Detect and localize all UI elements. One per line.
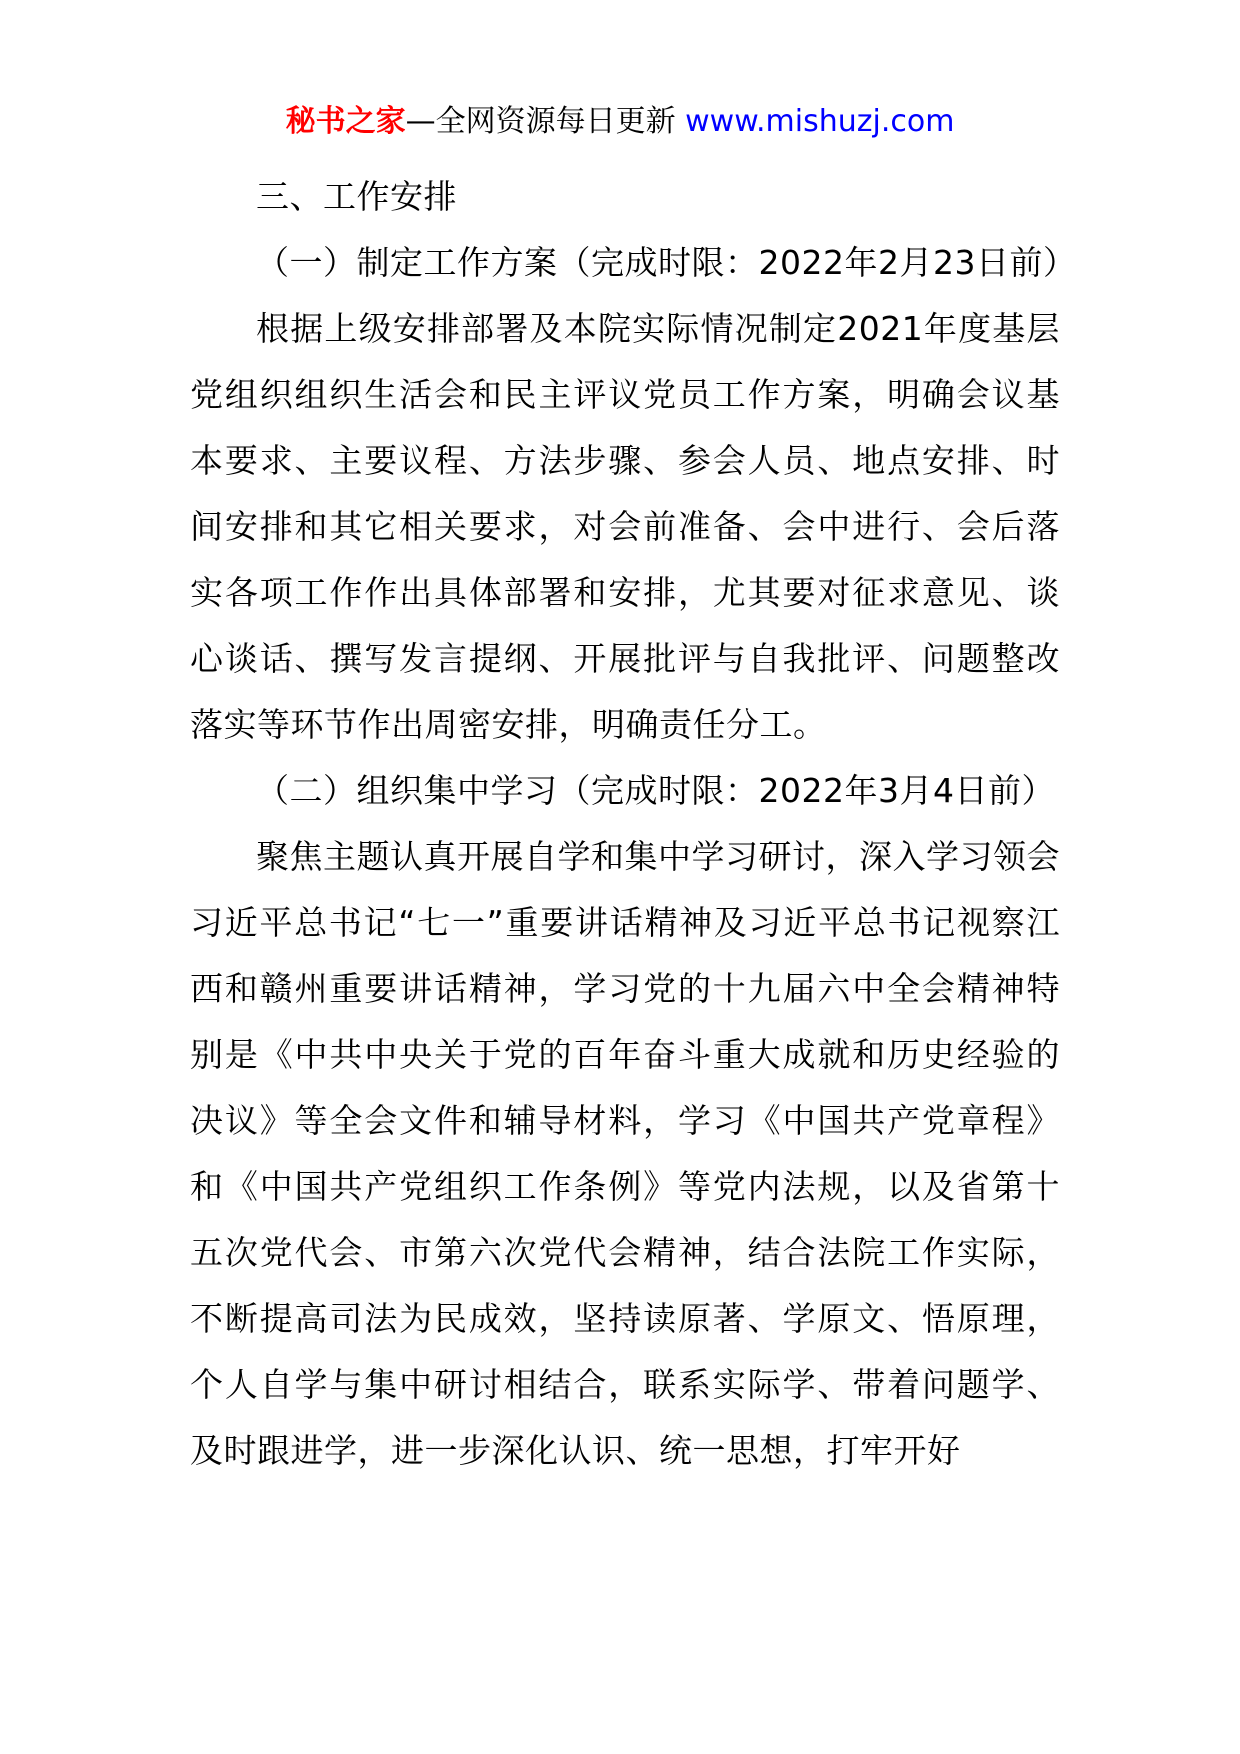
brand-name: 秘书之家 <box>285 104 406 139</box>
body-paragraph-2: 聚焦主题认真开展自学和集中学习研讨，深入学习领会习近平总书记“七一”重要讲话精神及习近平总书记视察江西和赣州重要讲话精神，学习党的十九届六中全会精神特别是《中共中央关于党的百年奋斗重大成就和历史经验的决议》等全会文件和辅导材料，学习《中国共产党章程》和《中国共产党组织工作条例》等党内法规，以及省第十五次党代会、市第六次党代会精神，结合法院工作实际，不断提高司法为民成效，坚持读原著、学原文、悟原理，个人自学与集中研讨相结合，联系实际学、带着问题学、及时跟进学，进一步深化认识、统一思想，打牢开好 <box>190 837 1060 1470</box>
body-paragraph-1: 根据上级安排部署及本院实际情况制定2021年度基层党组织组织生活会和民主评议党员工作方案，明确会议基本要求、主要议程、方法步骤、参会人员、地点安排、时间安排和其它相关要求，对会前准备、会中进行、会后落实各项工作作出具体部署和安排，尤其要对征求意见、谈心谈话、撰写发言提纲、开展批评与自我批评、问题整改落实等环节作出周密安排，明确责任分工。 <box>190 309 1060 744</box>
site-header <box>0 102 1240 142</box>
section-heading: 三、工作安排 <box>256 177 457 216</box>
subsection-heading-1: （一）制定工作方案（完成时限：2022年2月23日前） <box>256 243 1077 282</box>
subsection-heading-2: （二）组织集中学习（完成时限：2022年3月4日前） <box>256 771 1055 810</box>
header-tagline: —全网资源每日更新 <box>405 104 686 139</box>
document-body <box>190 164 1077 1484</box>
site-url-link[interactable]: www.mishuzj.com <box>685 104 955 139</box>
